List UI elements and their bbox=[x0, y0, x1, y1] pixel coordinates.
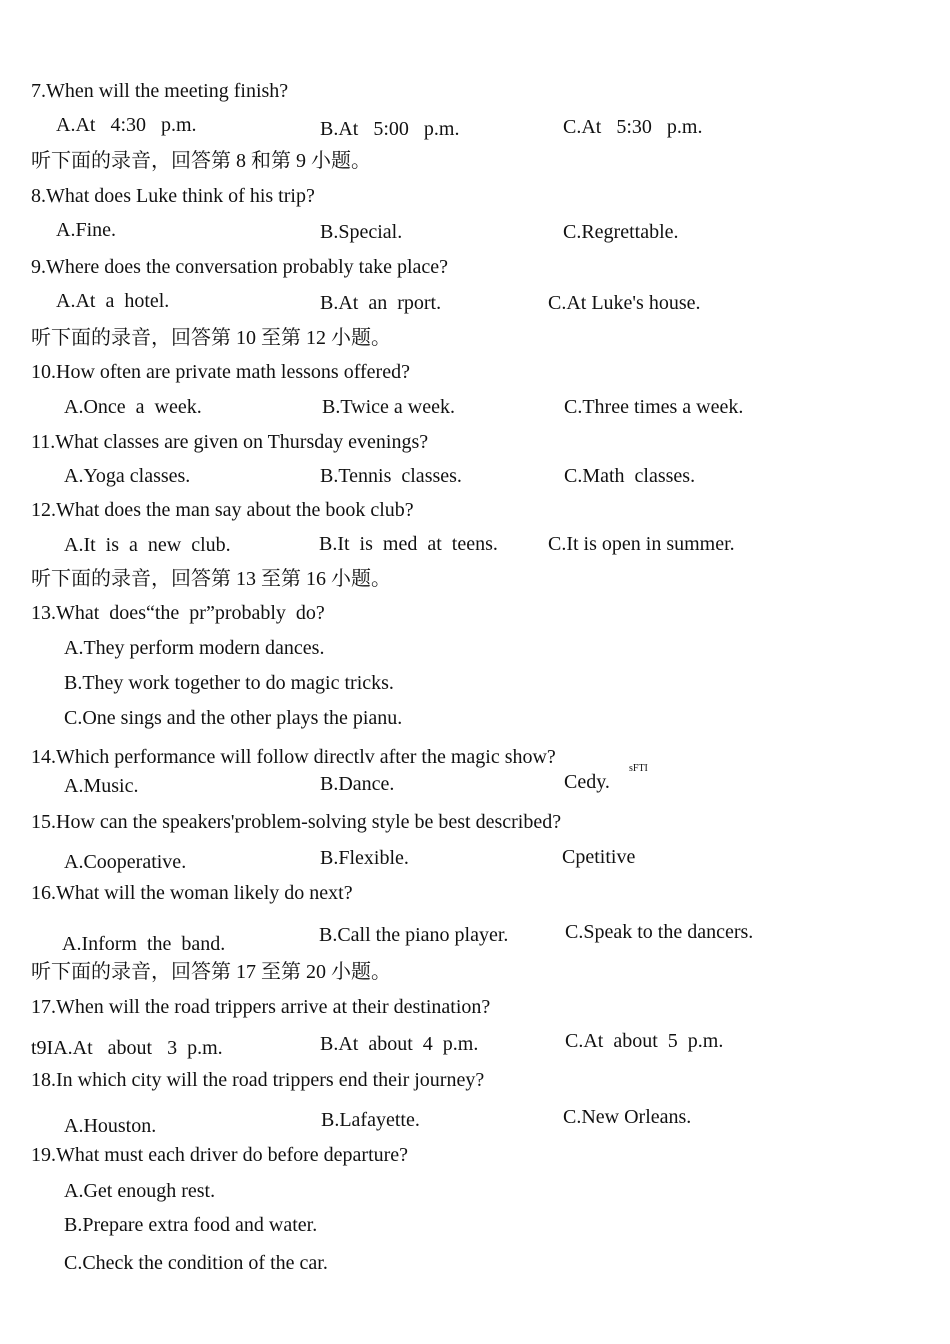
option-9b: B.At an rport. bbox=[320, 292, 442, 314]
option-16a: A.Inform the band. bbox=[62, 933, 226, 955]
section-heading-17-20: 听下面的录音，回答第 17 至第 20 小题。 bbox=[31, 961, 391, 983]
question-13: 13.What does“the pr”probably do? bbox=[31, 602, 325, 624]
option-7b: B.At 5:00 p.m. bbox=[320, 118, 460, 140]
option-12b: B.It is med at teens. bbox=[319, 533, 498, 555]
question-11: 11.What classes are given on Thursday evenings? bbox=[31, 431, 429, 453]
option-8b: B.Special. bbox=[320, 221, 403, 243]
option-10b: B.Twice a week. bbox=[322, 396, 455, 418]
option-13b: B.They work together to do magic tricks. bbox=[64, 672, 394, 694]
stray-mark: sFTI bbox=[629, 763, 648, 774]
option-19c: C.Check the condition of the car. bbox=[64, 1252, 328, 1274]
option-17c: C.At about 5 p.m. bbox=[565, 1030, 724, 1052]
option-17a: t9IA.At about 3 p.m. bbox=[31, 1037, 223, 1059]
option-19a: A.Get enough rest. bbox=[64, 1180, 216, 1202]
question-12: 12.What does the man say about the book club? bbox=[31, 499, 414, 521]
question-7: 7.When will the meeting finish? bbox=[31, 80, 289, 102]
question-10: 10.How often are private math lessons offered? bbox=[31, 361, 410, 383]
option-15a: A.Cooperative. bbox=[64, 851, 187, 873]
option-14b: B.Dance. bbox=[320, 773, 395, 795]
option-18a: A.Houston. bbox=[64, 1115, 157, 1137]
section-heading-13-16: 听下面的录音，回答第 13 至第 16 小题。 bbox=[31, 568, 391, 590]
option-15c: Cpetitive bbox=[562, 846, 636, 868]
question-14: 14.Which performance will follow directlv after the magic show? bbox=[31, 746, 556, 768]
option-16b: B.Call the piano player. bbox=[319, 924, 509, 946]
option-7a: A.At 4:30 p.m. bbox=[56, 114, 197, 136]
option-19b: B.Prepare extra food and water. bbox=[64, 1214, 318, 1236]
option-11c: C.Math classes. bbox=[564, 465, 696, 487]
option-12a: A.It is a new club. bbox=[64, 534, 231, 556]
option-14c: Cedy. bbox=[564, 771, 610, 793]
section-heading-8-9: 听下面的录音，回答第 8 和第 9 小题。 bbox=[31, 150, 371, 172]
option-17b: B.At about 4 p.m. bbox=[320, 1033, 479, 1055]
question-17: 17.When will the road trippers arrive at their destination? bbox=[31, 996, 491, 1018]
section-heading-10-12: 听下面的录音，回答第 10 至第 12 小题。 bbox=[31, 327, 391, 349]
option-18b: B.Lafayette. bbox=[321, 1109, 420, 1131]
question-16: 16.What will the woman likely do next? bbox=[31, 882, 353, 904]
question-18: 18.In which city will the road trippers end their journey? bbox=[31, 1069, 485, 1091]
option-10a: A.Once a week. bbox=[64, 396, 202, 418]
option-18c: C.New Orleans. bbox=[563, 1106, 692, 1128]
question-8: 8.What does Luke think of his trip? bbox=[31, 185, 315, 207]
option-13c: C.One sings and the other plays the pianu. bbox=[64, 707, 403, 729]
option-8c: C.Regrettable. bbox=[563, 221, 679, 243]
option-14a: A.Music. bbox=[64, 775, 139, 797]
option-13a: A.They perform modern dances. bbox=[64, 637, 325, 659]
option-7c: C.At 5:30 p.m. bbox=[563, 116, 703, 138]
question-9: 9.Where does the conversation probably take place? bbox=[31, 256, 449, 278]
option-15b: B.Flexible. bbox=[320, 847, 409, 869]
option-9a: A.At a hotel. bbox=[56, 290, 170, 312]
option-11b: B.Tennis classes. bbox=[320, 465, 462, 487]
option-10c: C.Three times a week. bbox=[564, 396, 744, 418]
question-19: 19.What must each driver do before departure? bbox=[31, 1144, 409, 1166]
question-15: 15.How can the speakers'problem-solving style be best described? bbox=[31, 811, 562, 833]
option-8a: A.Fine. bbox=[56, 219, 116, 241]
option-16c: C.Speak to the dancers. bbox=[565, 921, 754, 943]
option-9c: C.At Luke's house. bbox=[548, 292, 701, 314]
option-12c: C.It is open in summer. bbox=[548, 533, 735, 555]
option-11a: A.Yoga classes. bbox=[64, 465, 191, 487]
